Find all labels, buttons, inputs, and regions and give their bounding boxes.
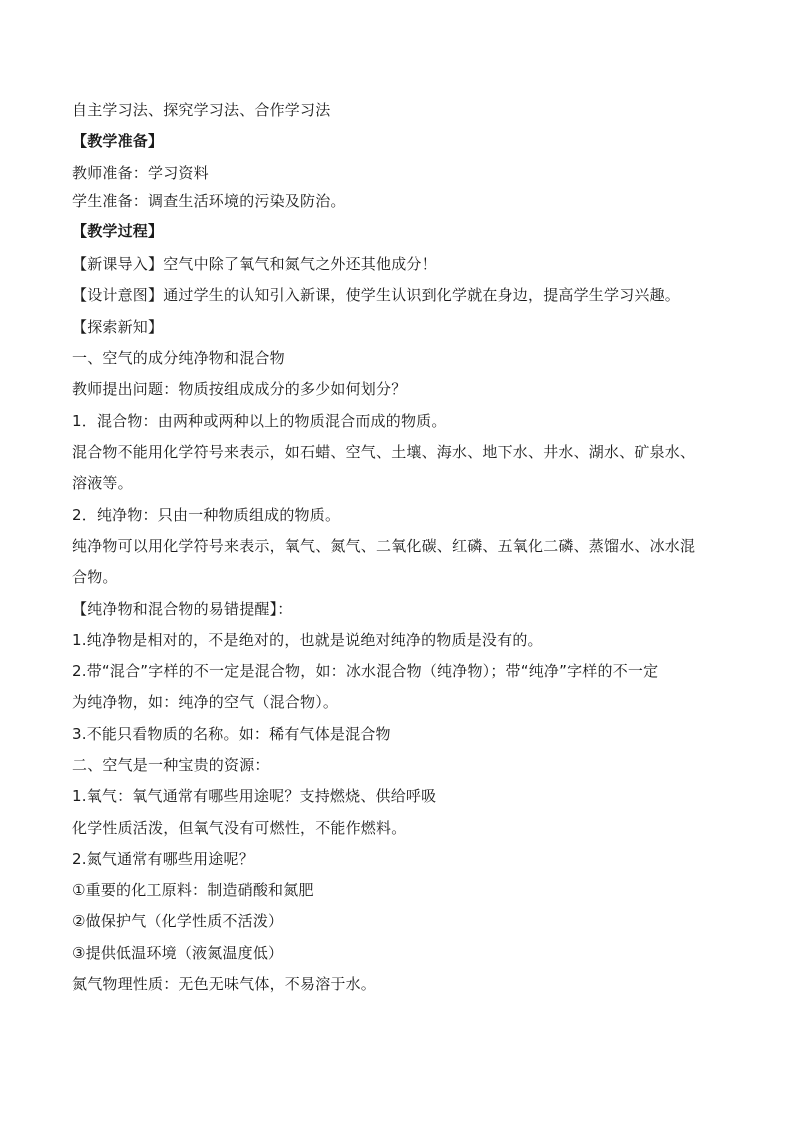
nitrogen-uses-question: 2.氮气通常有哪些用途呢？ [72,850,254,868]
mistake-item-3: 3.不能只看物质的名称。如：稀有气体是混合物 [72,725,391,743]
new-lesson-intro-line: 【新课导入】空气中除了氧气和氮气之外还其他成分！ [72,255,437,273]
teacher-preparation-line: 教师准备：学习资料 [72,164,209,182]
common-mistakes-heading: 【纯净物和混合物的易错提醒】： [72,600,293,618]
teacher-question-line: 教师提出问题：物质按组成成分的多少如何划分？ [72,380,407,398]
teaching-methods-line: 自主学习法、探究学习法、合作学习法 [72,101,331,119]
nitrogen-use-1: ①重要的化工原料：制造硝酸和氮肥 [72,881,314,899]
mixture-definition-line: 1．混合物：由两种或两种以上的物质混合而成的物质。 [72,412,447,430]
design-intent-line: 【设计意图】通过学生的认知引入新课，使学生认识到化学就在身边，提高学生学习兴趣。 [72,286,681,304]
section-heading-explore: 【探索新知】 [72,318,164,336]
mistake-item-2-line-2: 为纯净物，如：纯净的空气（混合物）。 [72,693,339,711]
mixture-examples-line-2: 溶液等。 [72,474,133,492]
oxygen-uses-line: 1.氧气：氧气通常有哪些用途呢？支持燃烧、供给呼吸 [72,787,437,805]
mistake-item-2-line-1: 2.带“混合”字样的不一定是混合物，如：冰水混合物（纯净物）；带“纯净”字样的不一定 [72,662,659,680]
nitrogen-use-3: ③提供低温环境（液氮温度低） [72,944,284,962]
pure-substance-definition-line: 2．纯净物：只由一种物质组成的物质。 [72,506,341,524]
subsection-air-composition: 一、空气的成分纯净物和混合物 [72,349,285,367]
mixture-examples-line-1: 混合物不能用化学符号来表示，如石蜡、空气、土壤、海水、地下水、井水、湖水、矿泉水、 [72,443,696,461]
nitrogen-use-2: ②做保护气（化学性质不活泼） [72,912,284,930]
mistake-item-1: 1.纯净物是相对的，不是绝对的，也就是说绝对纯净的物质是没有的。 [72,631,543,649]
section-heading-process: 【教学过程】 [72,222,164,240]
nitrogen-physical-properties: 氮气物理性质：无色无味气体，不易溶于水。 [72,975,377,993]
subsection-air-resource: 二、空气是一种宝贵的资源： [72,756,270,774]
student-preparation-line: 学生准备：调查生活环境的污染及防治。 [72,192,346,210]
pure-substance-examples-line-2: 合物。 [72,568,118,586]
oxygen-properties-line: 化学性质活泼，但氧气没有可燃性，不能作燃料。 [72,819,407,837]
section-heading-preparation: 【教学准备】 [72,132,164,150]
pure-substance-examples-line-1: 纯净物可以用化学符号来表示，氧气、氮气、二氧化碳、红磷、五氧化二磷、蒸馏水、冰水混 [72,537,696,555]
